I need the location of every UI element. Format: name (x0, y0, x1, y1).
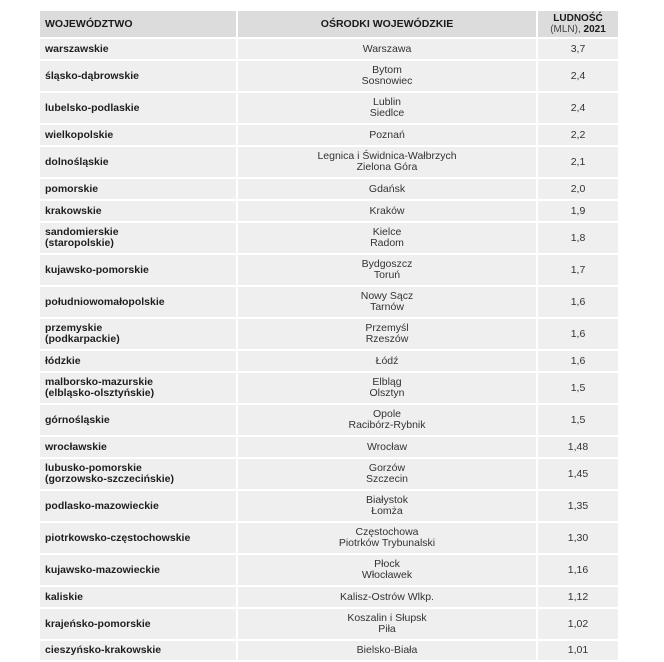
table-row (40, 523, 618, 553)
cell-voivodeship (40, 587, 238, 607)
cell-centers (238, 437, 538, 457)
center-name: Elbląg (372, 376, 402, 388)
table-row (40, 223, 618, 253)
cell-voivodeship (40, 255, 238, 285)
header-population-year: 2021 (583, 24, 606, 35)
center-name: Kraków (369, 204, 405, 217)
center-name: Tarnów (370, 301, 404, 313)
voivodeship-name: kujawsko-mazowieckie (45, 563, 160, 576)
voivodeship-name: warszawskie (45, 42, 109, 55)
voivodeship-name: śląsko-dąbrowskie (45, 69, 139, 82)
voivodeship-name: wielkopolskie (45, 128, 114, 141)
voivodeship-name: pomorskie (45, 182, 99, 195)
table-header-row (40, 11, 618, 37)
cell-centers (238, 555, 538, 585)
table-row (40, 609, 618, 639)
center-name: Legnica i Świdnica-Wałbrzych (317, 150, 457, 162)
cell-voivodeship (40, 319, 238, 349)
cell-population: 1,5 (538, 405, 618, 435)
cell-centers (238, 459, 538, 489)
voivodeship-name: wrocławskie (45, 440, 107, 453)
center-name: Łomża (371, 505, 403, 517)
header-population-unit: (MLN), (550, 24, 581, 35)
center-name: Kalisz-Ostrów Wlkp. (340, 590, 434, 603)
voivodeship-name: lubelsko-podlaskie (45, 101, 140, 114)
center-name: Toruń (373, 269, 401, 281)
voivodeship-name: kujawsko-pomorskie (45, 263, 149, 276)
table-row (40, 287, 618, 317)
cell-centers (238, 641, 538, 660)
cell-voivodeship (40, 147, 238, 177)
table-row (40, 93, 618, 123)
header-voivodeship: WOJEWÓDZTWO (40, 11, 238, 37)
cell-population: 1,45 (538, 459, 618, 489)
voivodeship-name: kaliskie (45, 590, 83, 603)
center-name: Kielce (372, 226, 402, 238)
cell-population: 3,7 (538, 39, 618, 59)
cell-voivodeship (40, 201, 238, 221)
center-name: Bytom (372, 64, 402, 76)
cell-voivodeship (40, 287, 238, 317)
voivodeship-name: krajeńsko-pomorskie (45, 617, 151, 630)
center-name: Opole (372, 408, 402, 420)
table-row (40, 255, 618, 285)
table-row (40, 201, 618, 221)
header-population-label: LUDNOŚĆ (553, 13, 603, 24)
cell-population: 2,2 (538, 125, 618, 145)
cell-voivodeship (40, 39, 238, 59)
center-name: Włocławek (361, 569, 413, 581)
center-name: Lublin (372, 96, 402, 108)
voivodeship-name: przemyskie (45, 322, 103, 334)
cell-centers (238, 147, 538, 177)
center-name: Bielsko-Biała (356, 644, 418, 656)
cell-centers (238, 523, 538, 553)
voivodeship-name: południowomałopolskie (45, 295, 165, 308)
center-name: Wrocław (366, 440, 408, 453)
cell-centers (238, 373, 538, 403)
cell-voivodeship (40, 459, 238, 489)
cell-population: 1,12 (538, 587, 618, 607)
cell-centers (238, 351, 538, 371)
voivodeship-name: lubusko-pomorskie (45, 462, 142, 474)
table-row (40, 587, 618, 607)
table-row (40, 459, 618, 489)
cell-voivodeship (40, 179, 238, 199)
cell-voivodeship (40, 641, 238, 660)
cell-voivodeship (40, 351, 238, 371)
center-name: Bydgoszcz (361, 258, 413, 270)
center-name: Racibórz-Rybnik (348, 419, 426, 431)
cell-centers (238, 587, 538, 607)
cell-population: 1,01 (538, 641, 618, 660)
cell-centers (238, 93, 538, 123)
voivodeship-name: cieszyńsko-krakowskie (45, 644, 162, 656)
voivodeship-name: (gorzowsko-szczecińskie) (45, 473, 174, 485)
cell-voivodeship (40, 405, 238, 435)
cell-centers (238, 223, 538, 253)
center-name: Piotrków Trybunalski (338, 537, 436, 549)
table-row (40, 437, 618, 457)
voivodeship-name: (podkarpackie) (45, 333, 120, 345)
cell-voivodeship (40, 437, 238, 457)
center-name: Przemyśl (365, 322, 409, 334)
cell-centers (238, 255, 538, 285)
header-population-sub (538, 24, 618, 35)
cell-centers (238, 609, 538, 639)
table-row (40, 405, 618, 435)
cell-voivodeship (40, 373, 238, 403)
cell-population: 1,6 (538, 319, 618, 349)
center-name: Sosnowiec (361, 75, 413, 87)
center-name: Białystok (365, 494, 408, 506)
header-population (538, 11, 618, 37)
table-row (40, 491, 618, 521)
cell-voivodeship (40, 93, 238, 123)
cell-voivodeship (40, 491, 238, 521)
cell-population: 1,6 (538, 351, 618, 371)
table-row (40, 641, 618, 660)
voivodeship-table (40, 9, 618, 662)
cell-population: 1,9 (538, 201, 618, 221)
center-name: Płock (374, 558, 400, 570)
cell-population: 1,7 (538, 255, 618, 285)
voivodeship-name: (elbląsko-olsztyńskie) (45, 387, 155, 399)
center-name: Warszawa (362, 42, 412, 55)
cell-centers (238, 405, 538, 435)
voivodeship-name: (staropolskie) (45, 237, 114, 249)
table-row (40, 147, 618, 177)
cell-voivodeship (40, 125, 238, 145)
table-row (40, 555, 618, 585)
voivodeship-name: podlasko-mazowieckie (45, 499, 159, 512)
voivodeship-name: malborsko-mazurskie (45, 376, 153, 388)
cell-population: 1,6 (538, 287, 618, 317)
cell-population: 2,4 (538, 93, 618, 123)
table-row (40, 351, 618, 371)
cell-centers (238, 201, 538, 221)
center-name: Rzeszów (365, 333, 409, 345)
cell-centers (238, 287, 538, 317)
center-name: Siedlce (369, 107, 405, 119)
center-name: Radom (370, 237, 404, 249)
cell-voivodeship (40, 555, 238, 585)
table-row (40, 125, 618, 145)
cell-centers (238, 319, 538, 349)
table-row (40, 319, 618, 349)
cell-population: 2,0 (538, 179, 618, 199)
cell-centers (238, 179, 538, 199)
table-body (40, 39, 618, 660)
cell-voivodeship (40, 61, 238, 91)
center-name: Poznań (369, 128, 405, 141)
cell-population: 1,5 (538, 373, 618, 403)
center-name: Koszalin i Słupsk (347, 612, 427, 624)
table-row (40, 39, 618, 59)
cell-population: 1,16 (538, 555, 618, 585)
cell-voivodeship (40, 609, 238, 639)
voivodeship-name: sandomierskie (45, 226, 119, 238)
cell-centers (238, 39, 538, 59)
center-name: Częstochowa (355, 526, 419, 538)
cell-centers (238, 61, 538, 91)
voivodeship-name: łódzkie (45, 354, 81, 367)
header-centers: OŚRODKI WOJEWÓDZKIE (238, 11, 538, 37)
voivodeship-name: piotrkowsko-częstochowskie (45, 531, 191, 544)
cell-population: 1,8 (538, 223, 618, 253)
center-name: Piła (378, 623, 396, 635)
cell-population: 2,1 (538, 147, 618, 177)
cell-population: 1,35 (538, 491, 618, 521)
voivodeship-name: dolnośląskie (45, 155, 109, 168)
center-name: Gorzów (368, 462, 406, 474)
cell-population: 1,30 (538, 523, 618, 553)
center-name: Nowy Sącz (360, 290, 414, 302)
voivodeship-name: krakowskie (45, 204, 102, 217)
voivodeship-name: górnośląskie (45, 413, 110, 426)
cell-population: 1,02 (538, 609, 618, 639)
cell-centers (238, 491, 538, 521)
center-name: Szczecin (365, 473, 408, 485)
center-name: Olsztyn (369, 387, 405, 399)
table-row (40, 179, 618, 199)
center-name: Zielona Góra (356, 161, 418, 173)
table-row (40, 61, 618, 91)
cell-centers (238, 125, 538, 145)
center-name: Gdańsk (368, 182, 406, 195)
cell-voivodeship (40, 523, 238, 553)
cell-population: 1,48 (538, 437, 618, 457)
cell-voivodeship (40, 223, 238, 253)
table-row (40, 373, 618, 403)
cell-population: 2,4 (538, 61, 618, 91)
center-name: Łódź (375, 354, 399, 367)
